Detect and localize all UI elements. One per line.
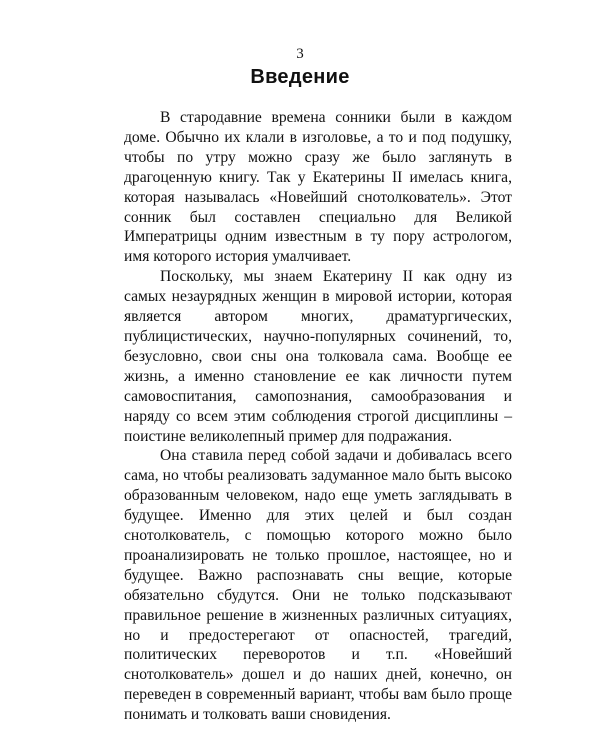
page-title: Введение (250, 66, 350, 88)
page-number: 3 (296, 46, 304, 62)
paragraph: В стародавние времена сонники были в каждом доме. Обычно их клали в изголовье, а то и под подушку, чтобы по утру можно сразу же было заглянуть в драгоценную книгу. Так у Екатерины II имелась книга, которая называлась «Новейший снотолкователь». Этот сонник был составлен специально для Великой Императрицы одним известным в ту пору астрологом, имя которого история умалчивает. (124, 109, 512, 266)
paragraph: Она ставила перед собой задачи и добивалась всего сама, но чтобы реализовать задуманное мало быть высоко образованным человеком, надо еще уметь заглядывать в будущее. Именно для этих целей и был создан снотолкователь, с помощью которого можно было проанализировать не только прошлое, настоящее, но и будущее. Важно распознавать сны вещие, которые обязательно сбудутся. Они не только подсказывают правильное решение в жизненных различных ситуациях, но и предостерегают от опасностей, трагедий, политических переворотов и т.п. «Новейший снотолкователь» дошел и до наших дней, конечно, он переведен в современный вариант, чтобы вам было проще понимать и толковать ваши сновидения. (124, 447, 512, 724)
paragraph: Поскольку, мы знаем Екатерину II как одну из самых незаурядных женщин в мировой истории, которая является автором многих, драматургических, публицистических, научно-популярных сочинений, то, безусловно, свои сны она толковала сама. Вообще ее жизнь, а именно становление ее как личности путем самовоспитания, самопознания, самообразования и наряду со всем этим соблюдения строгой дисциплины – поистине великолепный пример для подражания. (124, 268, 512, 445)
body-text (124, 108, 512, 725)
